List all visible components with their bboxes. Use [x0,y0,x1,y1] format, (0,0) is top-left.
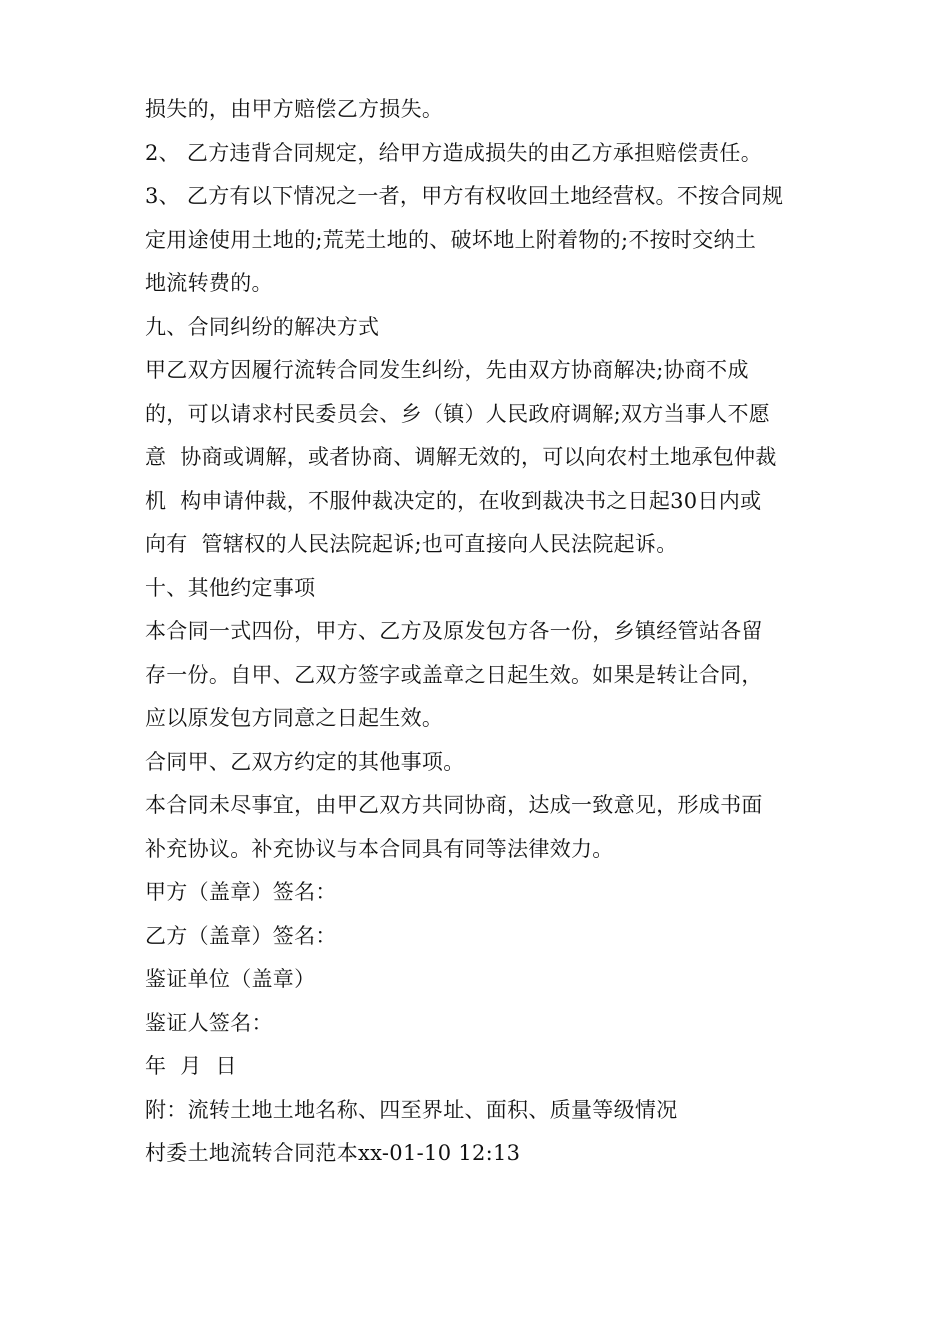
text-line: 本合同未尽事宜，由甲乙双方共同协商，达成一致意见，形成书面 [145,793,763,817]
text-line: 意 协商或调解，或者协商、调解无效的，可以向农村土地承包仲裁 [145,445,777,469]
section-heading: 十、其他约定事项 [145,575,316,600]
appendix-line: 附：流转土地土地名称、四至界址、面积、质量等级情况 [145,1097,678,1122]
text-line: 损失的，由甲方赔偿乙方损失。 [145,97,444,121]
text-line: 应以原发包方同意之日起生效。 [145,706,444,730]
party-a-signature-line: 甲方（盖章）签名： [145,880,337,904]
party-b-signature-line: 乙方（盖章）签名： [145,923,337,948]
text-line: 的，可以请求村民委员会、乡（镇）人民政府调解;双方当事人不愿 [145,401,771,426]
text-line: 地流转费的。 [145,271,273,295]
document-body [145,88,810,1176]
text-line: 机 构申请仲裁，不服仲裁决定的，在收到裁决书之日起30日内或 [145,488,762,513]
document-footer-title: 村委土地流转合同范本xx-01-10 12:13 [145,1141,521,1165]
text-line: 向有 管辖权的人民法院起诉;也可直接向人民法院起诉。 [145,532,678,556]
text-line: 存一份。自甲、乙双方签字或盖章之日起生效。如果是转让合同， [145,662,763,687]
text-line: 补充协议。补充协议与本合同具有同等法律效力。 [145,836,614,861]
text-line: 合同甲、乙双方约定的其他事项。 [145,749,465,774]
certifying-unit-line: 鉴证单位（盖章） [145,967,316,991]
date-line: 年 月 日 [145,1054,237,1078]
text-line: 2、 乙方违背合同规定，给甲方造成损失的由乙方承担赔偿责任。 [145,140,763,165]
certifier-signature-line: 鉴证人签名： [145,1010,273,1035]
text-line: 3、 乙方有以下情况之一者，甲方有权收回土地经营权。不按合同规 [145,184,784,208]
text-line: 本合同一式四份，甲方、乙方及原发包方各一份，乡镇经管站各留 [145,619,763,643]
text-line: 定用途使用土地的;荒芜土地的、破坏地上附着物的;不按时交纳土 [145,227,757,252]
section-heading: 九、合同纠纷的解决方式 [145,314,380,339]
text-line: 甲乙双方因履行流转合同发生纠纷，先由双方协商解决;协商不成 [145,358,749,382]
